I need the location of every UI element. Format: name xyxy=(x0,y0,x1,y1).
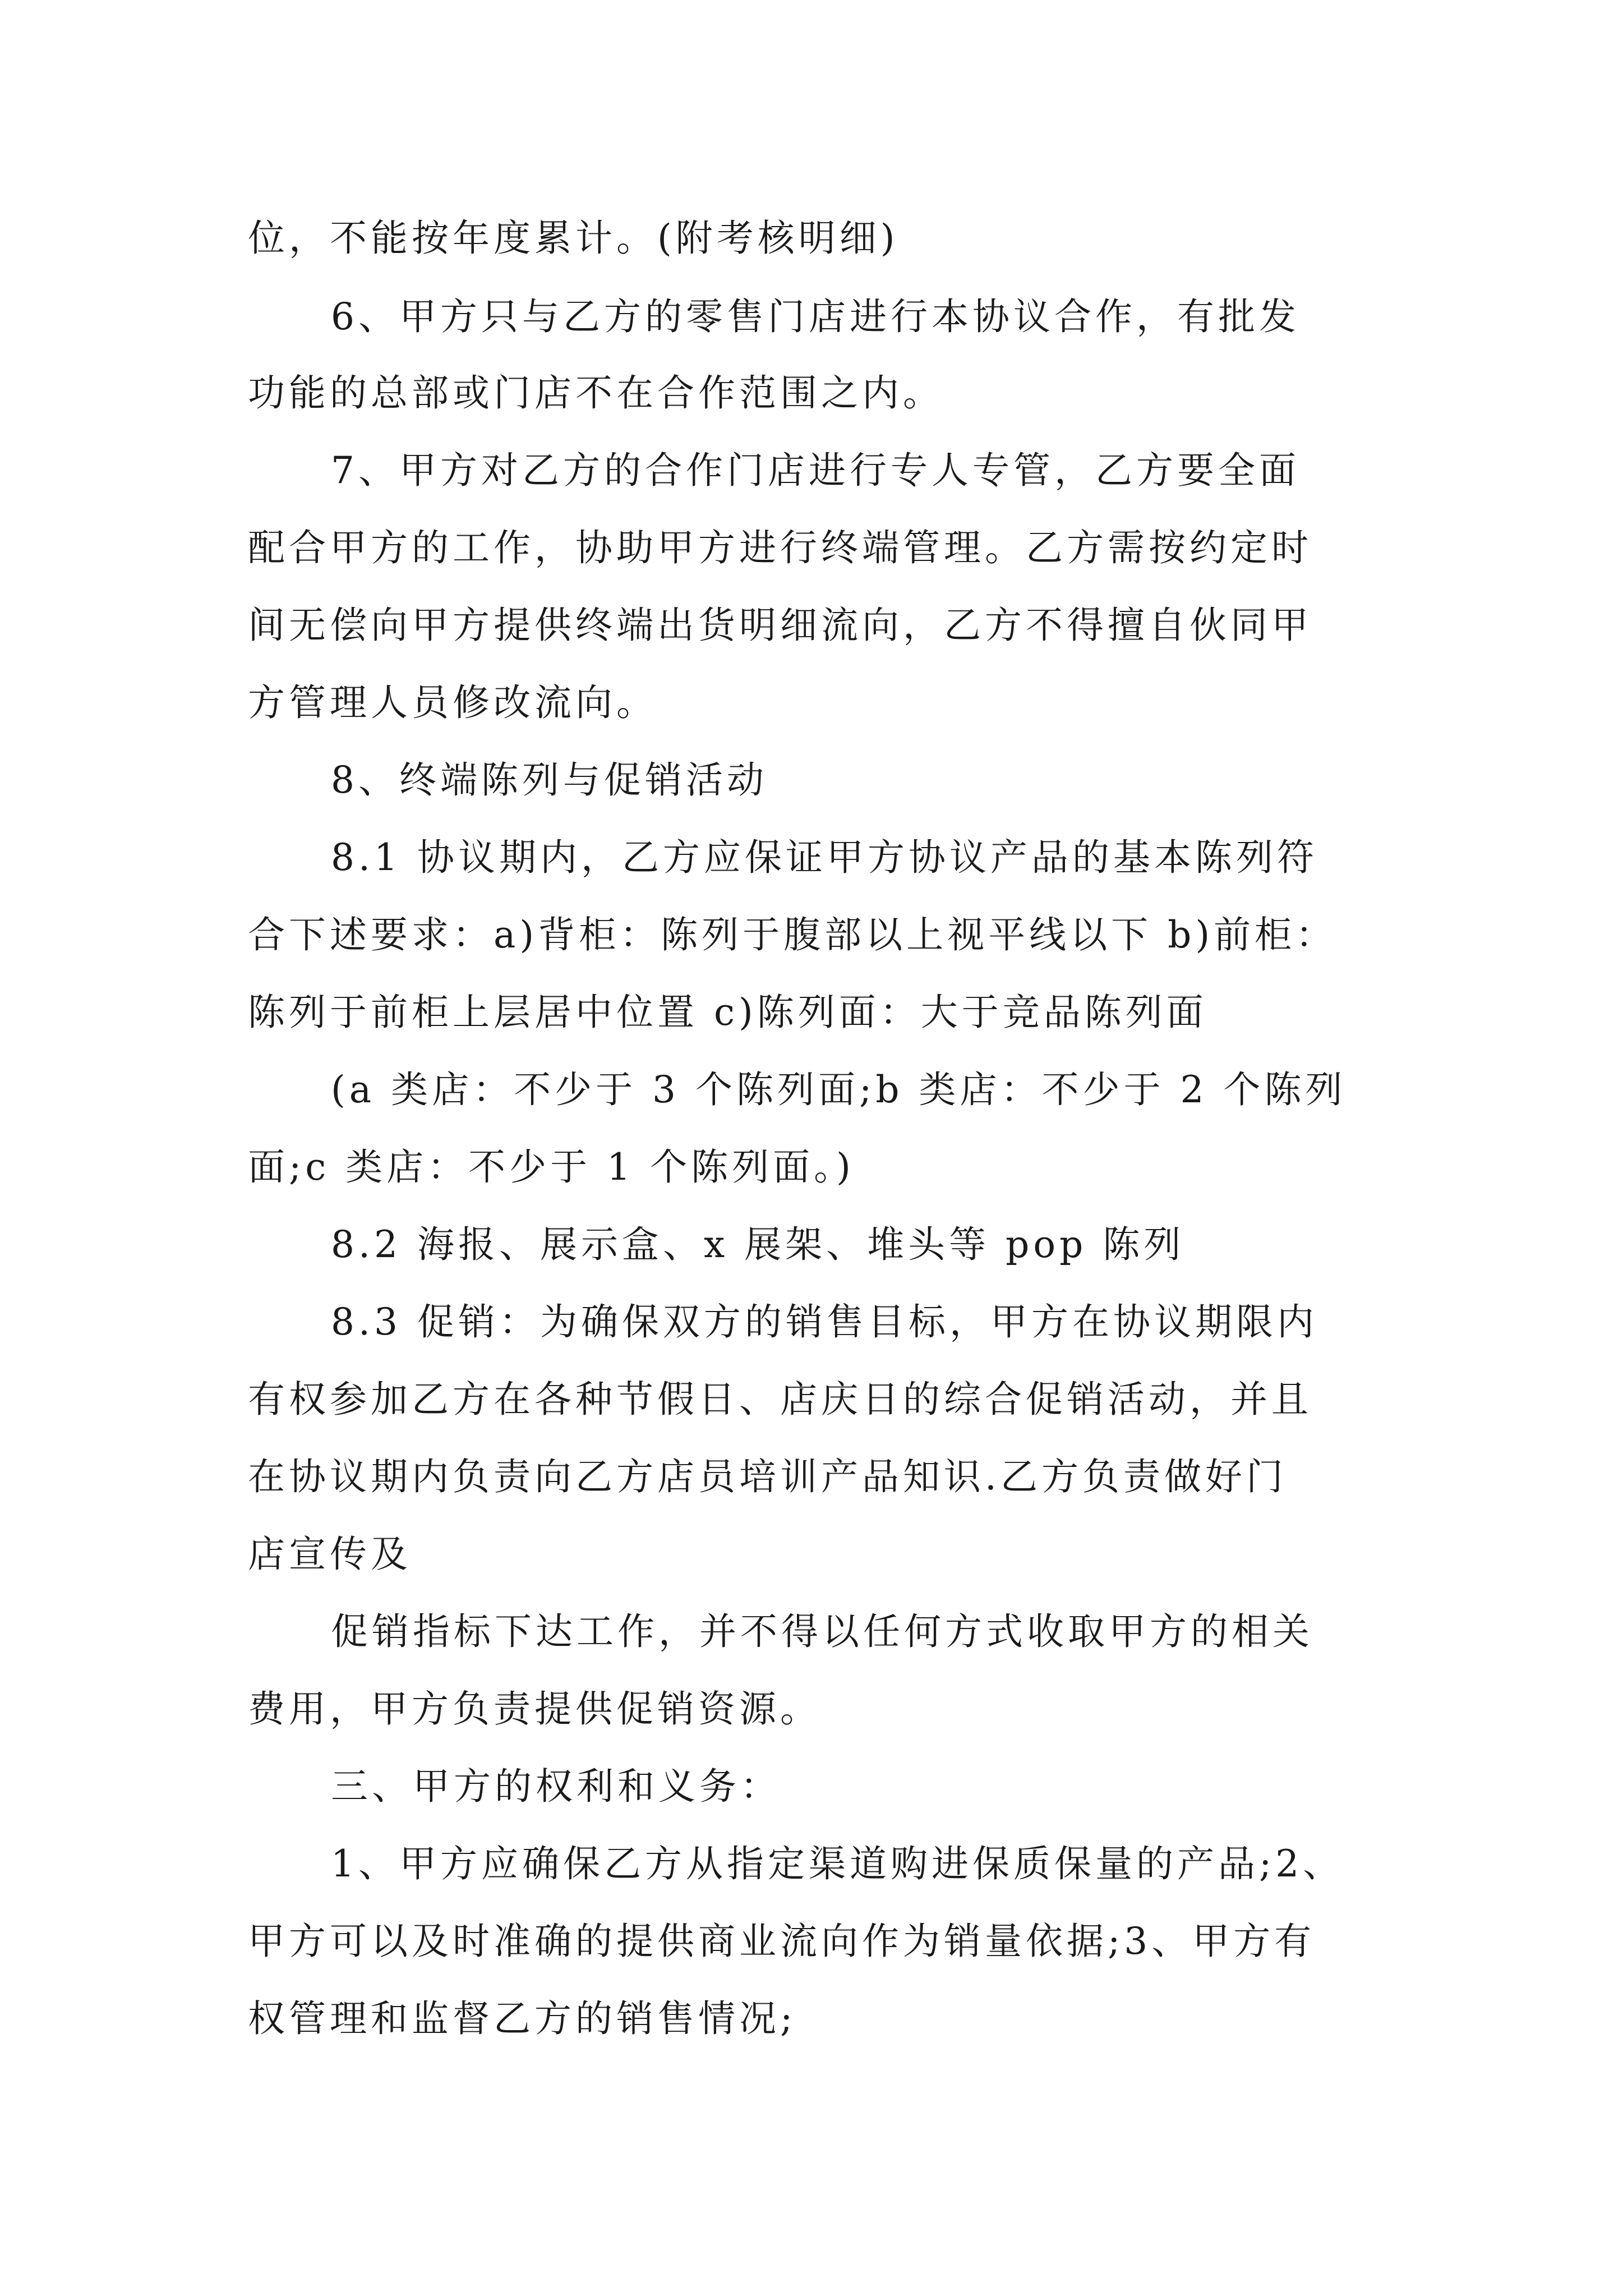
text-line: 费用，甲方负责提供促销资源。 xyxy=(248,1687,821,1731)
text-line: 有权参加乙方在各种节假日、店庆日的综合促销活动，并且 xyxy=(248,1378,1312,1421)
text-line: 配合甲方的工作，协助甲方进行终端管理。乙方需按约定时 xyxy=(248,526,1312,569)
text-line: (a 类店：不少于 3 个陈列面;b 类店：不少于 2 个陈列 xyxy=(331,1068,1347,1111)
text-line: 1、甲方应确保乙方从指定渠道购进保质保量的产品;2、 xyxy=(331,1842,1344,1885)
text-line: 7、甲方对乙方的合作门店进行专人专管，乙方要全面 xyxy=(331,449,1300,492)
text-line: 陈列于前柜上层居中位置 c)陈列面：大于竞品陈列面 xyxy=(248,991,1207,1034)
text-line: 面;c 类店：不少于 1 个陈列面。) xyxy=(248,1145,855,1189)
text-line: 8.2 海报、展示盒、x 展架、堆头等 pop 陈列 xyxy=(331,1223,1185,1266)
text-line: 间无偿向甲方提供终端出货明细流向，乙方不得擅自伙同甲 xyxy=(248,604,1312,647)
text-line: 合下述要求：a)背柜：陈列于腹部以上视平线以下 b)前柜： xyxy=(248,913,1337,956)
text-line: 甲方可以及时准确的提供商业流向作为销量依据;3、甲方有 xyxy=(248,1920,1316,1963)
text-line: 权管理和监督乙方的销售情况; xyxy=(248,1997,797,2040)
text-line: 位，不能按年度累计。(附考核明细) xyxy=(248,217,899,260)
text-line: 8、终端陈列与促销活动 xyxy=(331,758,768,802)
text-line: 促销指标下达工作，并不得以任何方式收取甲方的相关 xyxy=(331,1610,1313,1653)
text-line: 8.1 协议期内，乙方应保证甲方协议产品的基本陈列符 xyxy=(331,836,1318,879)
text-line: 8.3 促销：为确保双方的销售目标，甲方在协议期限内 xyxy=(331,1300,1318,1343)
text-line: 店宣传及 xyxy=(248,1533,412,1576)
text-line: 在协议期内负责向乙方店员培训产品知识.乙方负责做好门 xyxy=(248,1455,1287,1498)
text-line: 方管理人员修改流向。 xyxy=(248,681,657,724)
text-line: 6、甲方只与乙方的零售门店进行本协议合作，有批发 xyxy=(331,295,1300,338)
text-line: 功能的总部或门店不在合作范围之内。 xyxy=(248,371,944,415)
text-line: 三、甲方的权利和义务： xyxy=(331,1765,781,1808)
